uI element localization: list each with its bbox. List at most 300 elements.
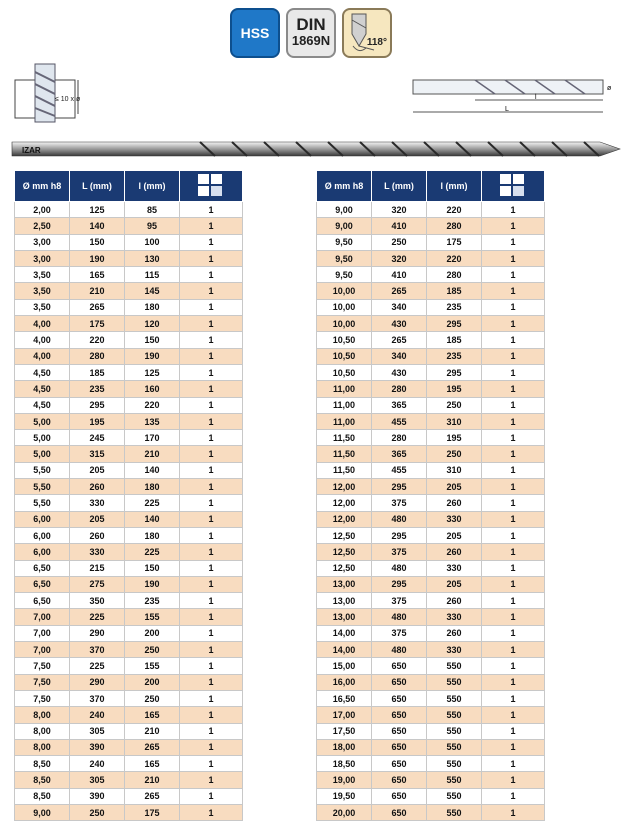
diameter-cell: 2,50 <box>15 218 70 234</box>
table-row <box>317 446 545 462</box>
pack-qty-cell: 1 <box>180 544 243 560</box>
table-row <box>15 479 243 495</box>
table-row <box>317 397 545 413</box>
overall-length-cell: 265 <box>372 332 427 348</box>
pack-qty-cell: 1 <box>482 593 545 609</box>
table-row <box>317 364 545 380</box>
overall-length-cell: 185 <box>70 364 125 380</box>
pack-qty-cell: 1 <box>482 218 545 234</box>
diameter-cell: 19,00 <box>317 772 372 788</box>
table-row <box>15 756 243 772</box>
table-row <box>15 413 243 429</box>
diameter-cell: 10,50 <box>317 364 372 380</box>
pack-qty-cell: 1 <box>180 495 243 511</box>
table-row <box>317 511 545 527</box>
flute-length-cell: 120 <box>125 316 180 332</box>
diameter-cell: 5,50 <box>15 495 70 511</box>
diameter-cell: 14,00 <box>317 642 372 658</box>
flute-length-cell: 330 <box>427 642 482 658</box>
flute-length-cell: 200 <box>125 674 180 690</box>
pack-qty-cell: 1 <box>482 348 545 364</box>
overall-length-cell: 305 <box>70 723 125 739</box>
flute-length-cell: 225 <box>125 495 180 511</box>
pack-qty-cell: 1 <box>482 674 545 690</box>
flute-length-cell: 330 <box>427 609 482 625</box>
pack-qty-cell: 1 <box>482 772 545 788</box>
table-row <box>317 658 545 674</box>
diameter-cell: 6,50 <box>15 560 70 576</box>
diameter-cell: 20,00 <box>317 804 372 820</box>
overall-length-cell: 330 <box>70 544 125 560</box>
diameter-header: Ø mm h8 <box>317 171 372 202</box>
standard-line2: 1869N <box>291 33 331 48</box>
overall-length-cell: 265 <box>372 283 427 299</box>
pack-qty-cell: 1 <box>482 739 545 755</box>
table-row <box>317 381 545 397</box>
flute-length-cell: 550 <box>427 690 482 706</box>
table-row <box>317 674 545 690</box>
overall-length-cell: 455 <box>372 462 427 478</box>
table-row <box>15 527 243 543</box>
overall-length-cell: 260 <box>70 527 125 543</box>
overall-length-cell: 190 <box>70 250 125 266</box>
flute-length-cell: 200 <box>125 625 180 641</box>
flute-length-cell: 150 <box>125 332 180 348</box>
flute-length-cell: 175 <box>427 234 482 250</box>
overall-length-cell: 650 <box>372 788 427 804</box>
diameter-cell: 10,00 <box>317 316 372 332</box>
diameter-cell: 15,00 <box>317 658 372 674</box>
pack-qty-cell: 1 <box>180 788 243 804</box>
pack-qty-cell: 1 <box>180 609 243 625</box>
table-row <box>317 756 545 772</box>
table-row <box>15 446 243 462</box>
diameter-cell: 5,00 <box>15 446 70 462</box>
overall-length-cell: 265 <box>70 299 125 315</box>
overall-length-cell: 340 <box>372 299 427 315</box>
din-badge <box>286 8 336 58</box>
overall-length-cell: 235 <box>70 381 125 397</box>
flute-length-cell: 250 <box>125 690 180 706</box>
flute-length-cell: 180 <box>125 479 180 495</box>
pack-qty-cell: 1 <box>180 446 243 462</box>
table-row <box>15 218 243 234</box>
angle-label: 118° <box>366 37 387 48</box>
flute-length-cell: 235 <box>427 299 482 315</box>
pack-qty-cell: 1 <box>482 267 545 283</box>
table-row <box>15 593 243 609</box>
table-row <box>15 576 243 592</box>
flute-length-cell: 225 <box>125 544 180 560</box>
diameter-cell: 8,00 <box>15 739 70 755</box>
table-row <box>15 544 243 560</box>
overall-length-cell: 455 <box>372 413 427 429</box>
diameter-cell: 9,50 <box>317 267 372 283</box>
flute-length-cell: 140 <box>125 511 180 527</box>
flute-length-cell: 140 <box>125 462 180 478</box>
table-row <box>317 413 545 429</box>
table-row <box>15 495 243 511</box>
overall-length-cell: 375 <box>372 544 427 560</box>
overall-length-cell: 650 <box>372 658 427 674</box>
pack-qty-cell: 1 <box>180 348 243 364</box>
flute-length-cell: 95 <box>125 218 180 234</box>
overall-length-cell: 195 <box>70 413 125 429</box>
pack-qty-cell: 1 <box>180 218 243 234</box>
overall-length-cell: 650 <box>372 674 427 690</box>
diameter-cell: 5,50 <box>15 462 70 478</box>
pack-qty-cell: 1 <box>482 381 545 397</box>
table-row <box>15 642 243 658</box>
diameter-cell: 4,50 <box>15 364 70 380</box>
overall-length-cell: 290 <box>70 674 125 690</box>
pack-icon <box>498 172 528 198</box>
depth-drawing <box>12 58 122 128</box>
pack-qty-cell: 1 <box>482 544 545 560</box>
diameter-cell: 3,50 <box>15 299 70 315</box>
l-dim-label: l <box>535 94 537 101</box>
table-row <box>317 609 545 625</box>
pack-qty-cell: 1 <box>482 283 545 299</box>
pack-qty-cell: 1 <box>180 804 243 820</box>
flute-length-cell: 265 <box>125 788 180 804</box>
diameter-cell: 18,50 <box>317 756 372 772</box>
diameter-cell: 8,50 <box>15 788 70 804</box>
overall-length-cell: 125 <box>70 202 125 218</box>
diameter-cell: 10,50 <box>317 332 372 348</box>
diameter-cell: 11,00 <box>317 397 372 413</box>
point-angle-badge <box>342 8 392 58</box>
table-row <box>15 625 243 641</box>
flute-length-cell: 210 <box>125 723 180 739</box>
diameter-cell: 9,00 <box>317 202 372 218</box>
pack-qty-cell: 1 <box>180 479 243 495</box>
table-row <box>15 772 243 788</box>
table-row <box>317 690 545 706</box>
pack-qty-cell: 1 <box>482 430 545 446</box>
overall-length-cell: 280 <box>372 381 427 397</box>
flute-length-cell: 550 <box>427 674 482 690</box>
pack-qty-cell: 1 <box>180 560 243 576</box>
overall-length-cell: 175 <box>70 316 125 332</box>
table-row <box>317 544 545 560</box>
pack-qty-cell: 1 <box>180 642 243 658</box>
overall-length-cell: 650 <box>372 739 427 755</box>
flute-length-cell: 190 <box>125 576 180 592</box>
standard-line1: DIN <box>296 15 326 34</box>
flute-length-cell: 280 <box>427 267 482 283</box>
pack-qty-cell: 1 <box>482 250 545 266</box>
table-row <box>15 609 243 625</box>
pack-qty-cell: 1 <box>482 495 545 511</box>
flute-length-cell: 220 <box>427 202 482 218</box>
table-row <box>15 707 243 723</box>
table-row <box>15 202 243 218</box>
diameter-cell: 9,50 <box>317 250 372 266</box>
overall-length-cell: 410 <box>372 267 427 283</box>
pack-qty-cell: 1 <box>482 332 545 348</box>
flute-length-cell: 165 <box>125 707 180 723</box>
overall-length-cell: 295 <box>372 576 427 592</box>
overall-length-cell: 225 <box>70 609 125 625</box>
flute-length-cell: 185 <box>427 332 482 348</box>
pack-qty-header <box>180 171 243 202</box>
table-row <box>15 348 243 364</box>
overall-length-cell: 205 <box>70 511 125 527</box>
overall-length-cell: 365 <box>372 397 427 413</box>
overall-length-cell: 650 <box>372 690 427 706</box>
overall-length-cell: 650 <box>372 707 427 723</box>
table-row <box>15 381 243 397</box>
table-row <box>317 527 545 543</box>
table-row <box>15 250 243 266</box>
flute-length-cell: 550 <box>427 707 482 723</box>
pack-qty-cell: 1 <box>180 202 243 218</box>
header-row <box>317 171 545 202</box>
table-row <box>317 739 545 755</box>
flute-length-cell: 180 <box>125 299 180 315</box>
diameter-cell: 4,00 <box>15 316 70 332</box>
overall-length-cell: 365 <box>372 446 427 462</box>
flute-length-cell: 150 <box>125 560 180 576</box>
pack-qty-cell: 1 <box>482 413 545 429</box>
overall-length-cell: 290 <box>70 625 125 641</box>
flute-length-cell: 220 <box>125 397 180 413</box>
pack-qty-header <box>482 171 545 202</box>
overall-length-cell: 480 <box>372 560 427 576</box>
table-row <box>317 218 545 234</box>
table-row <box>317 267 545 283</box>
flute-length-cell: 165 <box>125 756 180 772</box>
pack-qty-cell: 1 <box>180 332 243 348</box>
pack-qty-cell: 1 <box>180 772 243 788</box>
diameter-cell: 10,00 <box>317 283 372 299</box>
table-row <box>15 560 243 576</box>
table-row <box>317 348 545 364</box>
flute-length-cell: 85 <box>125 202 180 218</box>
sizes-table-right <box>316 170 545 821</box>
pack-qty-cell: 1 <box>482 234 545 250</box>
overall-length-cell: 350 <box>70 593 125 609</box>
diameter-cell: 8,00 <box>15 707 70 723</box>
overall-length-cell: 375 <box>372 593 427 609</box>
diameter-cell: 14,00 <box>317 625 372 641</box>
diameter-cell: 7,00 <box>15 625 70 641</box>
pack-qty-cell: 1 <box>180 381 243 397</box>
overall-length-cell: 250 <box>70 804 125 820</box>
flute-length-cell: 550 <box>427 804 482 820</box>
diameter-cell: 12,00 <box>317 495 372 511</box>
sizes-table-left <box>14 170 243 821</box>
table-row <box>317 804 545 820</box>
pack-qty-cell: 1 <box>180 316 243 332</box>
flute-length-cell: 330 <box>427 511 482 527</box>
overall-length-cell: 650 <box>372 804 427 820</box>
pack-qty-cell: 1 <box>180 674 243 690</box>
pack-qty-cell: 1 <box>482 364 545 380</box>
pack-qty-cell: 1 <box>180 625 243 641</box>
overall-length-cell: 340 <box>372 348 427 364</box>
pack-qty-cell: 1 <box>180 707 243 723</box>
diameter-cell: 5,50 <box>15 479 70 495</box>
pack-qty-cell: 1 <box>180 739 243 755</box>
diameter-cell: 4,00 <box>15 332 70 348</box>
flute-length-cell: 310 <box>427 462 482 478</box>
diameter-cell: 8,00 <box>15 723 70 739</box>
diameter-cell: 8,50 <box>15 756 70 772</box>
diameter-cell: 17,00 <box>317 707 372 723</box>
diameter-label: ø <box>607 85 612 92</box>
pack-qty-cell: 1 <box>180 397 243 413</box>
pack-qty-cell: 1 <box>180 690 243 706</box>
overall-length-cell: 480 <box>372 609 427 625</box>
overall-length-cell: 390 <box>70 788 125 804</box>
diameter-cell: 3,50 <box>15 283 70 299</box>
flute-length-cell: 115 <box>125 267 180 283</box>
pack-qty-cell: 1 <box>482 446 545 462</box>
diameter-cell: 12,00 <box>317 479 372 495</box>
table-row <box>15 658 243 674</box>
table-row <box>15 299 243 315</box>
pack-qty-cell: 1 <box>482 299 545 315</box>
table-row <box>317 202 545 218</box>
overall-length-cell: 240 <box>70 756 125 772</box>
overall-length-cell: 205 <box>70 462 125 478</box>
flute-length-cell: 220 <box>427 250 482 266</box>
pack-qty-cell: 1 <box>482 316 545 332</box>
diameter-cell: 11,50 <box>317 446 372 462</box>
diameter-cell: 3,00 <box>15 250 70 266</box>
flute-length-cell: 260 <box>427 625 482 641</box>
table-row <box>317 479 545 495</box>
pack-qty-cell: 1 <box>180 267 243 283</box>
dimension-drawing <box>405 72 620 122</box>
table-row <box>15 804 243 820</box>
diameter-cell: 13,00 <box>317 609 372 625</box>
table-row <box>317 593 545 609</box>
diameter-cell: 6,00 <box>15 544 70 560</box>
diameter-cell: 7,50 <box>15 690 70 706</box>
flute-length-cell: 295 <box>427 364 482 380</box>
table-row <box>15 723 243 739</box>
overall-length-cell: 215 <box>70 560 125 576</box>
flute-length-cell: 205 <box>427 527 482 543</box>
flute-length-cell: 160 <box>125 381 180 397</box>
pack-qty-cell: 1 <box>180 413 243 429</box>
flute-length-cell: 205 <box>427 479 482 495</box>
pack-qty-cell: 1 <box>482 707 545 723</box>
depth-label: ≤ 10 x ø <box>55 96 81 103</box>
flute-length-cell: 550 <box>427 772 482 788</box>
overall-length-cell: 245 <box>70 430 125 446</box>
pack-qty-cell: 1 <box>482 576 545 592</box>
pack-qty-cell: 1 <box>180 234 243 250</box>
table-row <box>317 625 545 641</box>
pack-qty-cell: 1 <box>482 479 545 495</box>
flute-length-cell: 235 <box>125 593 180 609</box>
pack-qty-cell: 1 <box>180 723 243 739</box>
overall-length-cell: 150 <box>70 234 125 250</box>
flute-length-header: l (mm) <box>427 171 482 202</box>
pack-qty-cell: 1 <box>180 250 243 266</box>
overall-length-cell: 275 <box>70 576 125 592</box>
pack-qty-cell: 1 <box>482 788 545 804</box>
flute-length-cell: 185 <box>427 283 482 299</box>
flute-length-cell: 550 <box>427 658 482 674</box>
flute-length-cell: 175 <box>125 804 180 820</box>
hss-badge <box>230 8 280 58</box>
diameter-cell: 13,00 <box>317 576 372 592</box>
diameter-cell: 6,50 <box>15 576 70 592</box>
overall-length-cell: 280 <box>70 348 125 364</box>
pack-qty-cell: 1 <box>180 658 243 674</box>
diameter-cell: 12,00 <box>317 511 372 527</box>
diameter-cell: 2,00 <box>15 202 70 218</box>
overall-length-cell: 295 <box>372 527 427 543</box>
table-row <box>317 495 545 511</box>
table-row <box>15 283 243 299</box>
pack-qty-cell: 1 <box>482 511 545 527</box>
table-row <box>317 576 545 592</box>
pack-qty-cell: 1 <box>482 609 545 625</box>
flute-length-cell: 155 <box>125 609 180 625</box>
overall-length-cell: 370 <box>70 690 125 706</box>
flute-length-cell: 250 <box>427 397 482 413</box>
overall-length-cell: 330 <box>70 495 125 511</box>
diameter-cell: 8,50 <box>15 772 70 788</box>
table-row <box>15 739 243 755</box>
pack-qty-cell: 1 <box>180 299 243 315</box>
flute-length-header: l (mm) <box>125 171 180 202</box>
pack-qty-cell: 1 <box>180 462 243 478</box>
table-row <box>15 674 243 690</box>
overall-length-cell: 375 <box>372 495 427 511</box>
table-row <box>317 642 545 658</box>
flute-length-cell: 330 <box>427 560 482 576</box>
flute-length-cell: 550 <box>427 739 482 755</box>
overall-length-cell: 375 <box>372 625 427 641</box>
flute-length-cell: 145 <box>125 283 180 299</box>
diameter-cell: 6,00 <box>15 527 70 543</box>
table-row <box>317 772 545 788</box>
overall-length-cell: 140 <box>70 218 125 234</box>
drill-tip-icon <box>344 10 390 56</box>
table-row <box>15 364 243 380</box>
diameter-cell: 10,50 <box>317 348 372 364</box>
overall-length-cell: 260 <box>70 479 125 495</box>
table-row <box>15 267 243 283</box>
table-row <box>317 788 545 804</box>
diameter-cell: 11,00 <box>317 381 372 397</box>
pack-qty-cell: 1 <box>180 527 243 543</box>
flute-length-cell: 210 <box>125 772 180 788</box>
diameter-cell: 16,50 <box>317 690 372 706</box>
table-row <box>317 723 545 739</box>
table-row <box>15 332 243 348</box>
flute-length-cell: 130 <box>125 250 180 266</box>
overall-length-cell: 225 <box>70 658 125 674</box>
diameter-cell: 9,00 <box>317 218 372 234</box>
overall-length-cell: 220 <box>70 332 125 348</box>
L-dim-label: L <box>505 106 509 113</box>
pack-qty-cell: 1 <box>482 804 545 820</box>
pack-qty-cell: 1 <box>180 576 243 592</box>
flute-length-cell: 295 <box>427 316 482 332</box>
overall-length-cell: 480 <box>372 511 427 527</box>
brand-mark: IZAR <box>22 146 41 155</box>
overall-length-cell: 165 <box>70 267 125 283</box>
flute-length-cell: 550 <box>427 756 482 772</box>
